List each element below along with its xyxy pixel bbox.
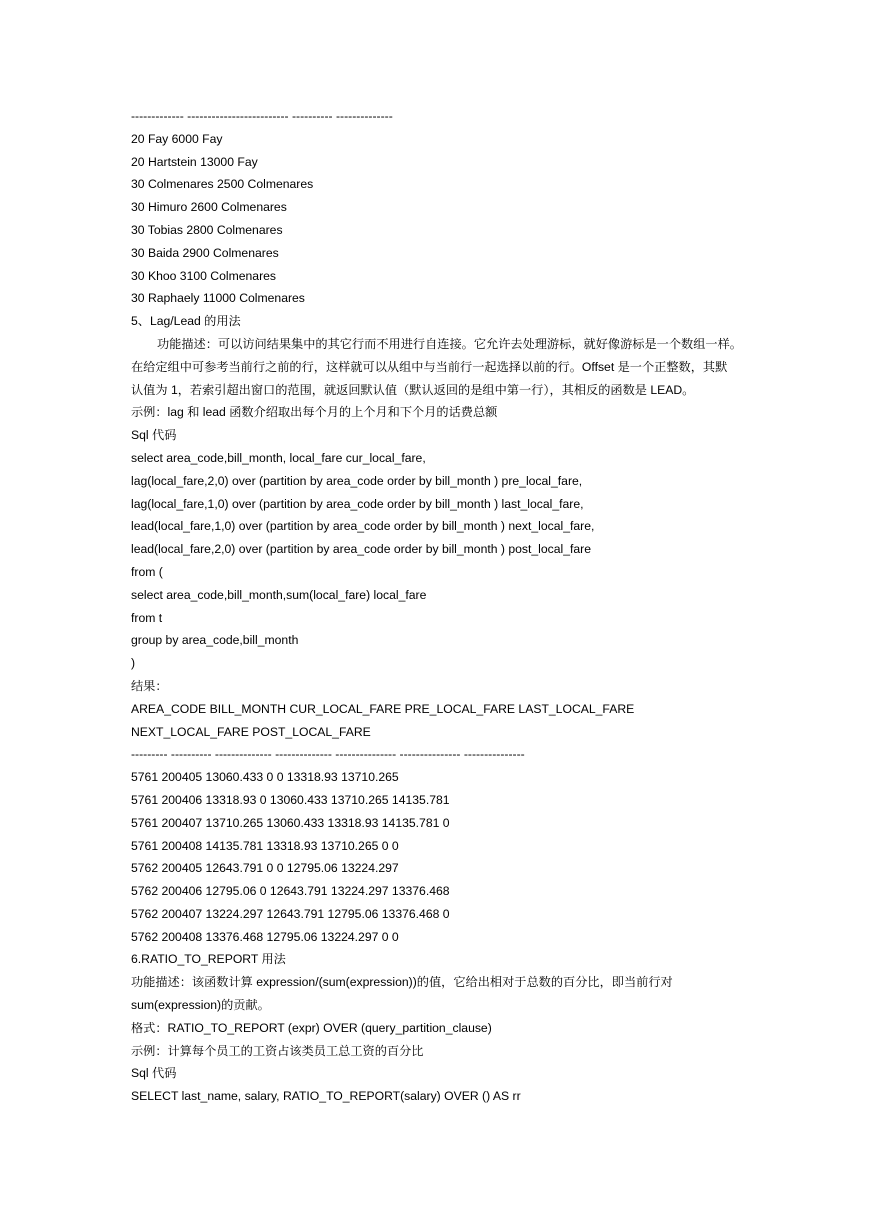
section-heading-ratio-to-report: 6.RATIO_TO_REPORT 用法 xyxy=(131,952,286,967)
code-label: Sql 代码 xyxy=(131,1066,177,1081)
description-paragraph: 功能描述：可以访问结果集中的其它行而不用进行自连接。它允许去处理游标，就好像游标是一个数组一样。 xyxy=(157,336,742,351)
result-row: 5761 200408 14135.781 13318.93 13710.265 0 0 xyxy=(131,838,399,853)
code-line: from t xyxy=(131,610,163,625)
result-row: 5761 200405 13060.433 0 0 13318.93 13710.265 xyxy=(131,770,399,785)
description-paragraph: 认值为 1，若索引超出窗口的范围，就返回默认值（默认返回的是组中第一行），其相反的函数是 LEAD。 xyxy=(131,382,695,397)
description-paragraph: 在给定组中可参考当前行之前的行，这样就可以从组中与当前行一起选择以前的行。Offset 是一个正整数，其默 xyxy=(131,359,728,374)
result-row: 30 Khoo 3100 Colmenares xyxy=(131,268,276,283)
code-line: lag(local_fare,2,0) over (partition by area_code order by bill_month ) pre_local_fare, xyxy=(131,473,583,488)
description-paragraph: 功能描述：该函数计算 expression/(sum(expression))的值，它给出相对于总数的百分比，即当前行对 xyxy=(131,975,673,990)
result-header: NEXT_LOCAL_FARE POST_LOCAL_FARE xyxy=(131,724,371,739)
result-row: 5762 200406 12795.06 0 12643.791 13224.297 13376.468 xyxy=(131,884,450,899)
result-header: AREA_CODE BILL_MONTH CUR_LOCAL_FARE PRE_LOCAL_FARE LAST_LOCAL_FARE xyxy=(131,701,635,716)
separator-line: ------------- ------------------------- ---------- -------------- xyxy=(131,109,393,123)
code-line: lead(local_fare,1,0) over (partition by area_code order by bill_month ) next_local_fare, xyxy=(131,519,595,534)
result-row: 30 Himuro 2600 Colmenares xyxy=(131,200,287,215)
code-line: SELECT last_name, salary, RATIO_TO_REPORT(salary) OVER () AS rr xyxy=(131,1089,521,1104)
code-label: Sql 代码 xyxy=(131,428,177,443)
code-line: from ( xyxy=(131,564,163,579)
syntax-line: 格式：RATIO_TO_REPORT (expr) OVER (query_partition_clause) xyxy=(131,1020,492,1035)
example-caption: 示例：计算每个员工的工资占该类员工总工资的百分比 xyxy=(131,1043,424,1058)
code-line: lead(local_fare,2,0) over (partition by area_code order by bill_month ) post_local_fare xyxy=(131,542,591,557)
result-row: 5761 200407 13710.265 13060.433 13318.93 14135.781 0 xyxy=(131,815,450,830)
code-line: select area_code,bill_month,sum(local_fare) local_fare xyxy=(131,587,427,602)
result-row: 30 Raphaely 11000 Colmenares xyxy=(131,291,305,306)
result-row: 30 Tobias 2800 Colmenares xyxy=(131,222,283,237)
result-row: 5762 200407 13224.297 12643.791 12795.06 13376.468 0 xyxy=(131,906,450,921)
code-line: ) xyxy=(131,656,136,671)
result-row: 20 Fay 6000 Fay xyxy=(131,131,223,146)
result-row: 5761 200406 13318.93 0 13060.433 13710.265 14135.781 xyxy=(131,792,450,807)
result-row: 5762 200408 13376.468 12795.06 13224.297 0 0 xyxy=(131,929,399,944)
code-line: group by area_code,bill_month xyxy=(131,633,299,648)
result-row: 5762 200405 12643.791 0 0 12795.06 13224.297 xyxy=(131,861,399,876)
section-heading-lag-lead: 5、Lag/Lead 的用法 xyxy=(131,314,241,329)
result-row: 20 Hartstein 13000 Fay xyxy=(131,154,258,169)
code-line: select area_code,bill_month, local_fare cur_local_fare, xyxy=(131,450,426,465)
result-label: 结果： xyxy=(131,678,168,693)
description-paragraph: sum(expression)的贡献。 xyxy=(131,998,270,1013)
document-body xyxy=(131,105,751,1108)
separator-line: --------- ---------- -------------- -------------- --------------- --------------- --------------- xyxy=(131,747,525,762)
example-caption: 示例：lag 和 lead 函数介绍取出每个月的上个月和下个月的话费总额 xyxy=(131,405,498,420)
code-line: lag(local_fare,1,0) over (partition by area_code order by bill_month ) last_local_fare, xyxy=(131,496,584,511)
result-row: 30 Colmenares 2500 Colmenares xyxy=(131,177,314,192)
result-row: 30 Baida 2900 Colmenares xyxy=(131,245,279,260)
